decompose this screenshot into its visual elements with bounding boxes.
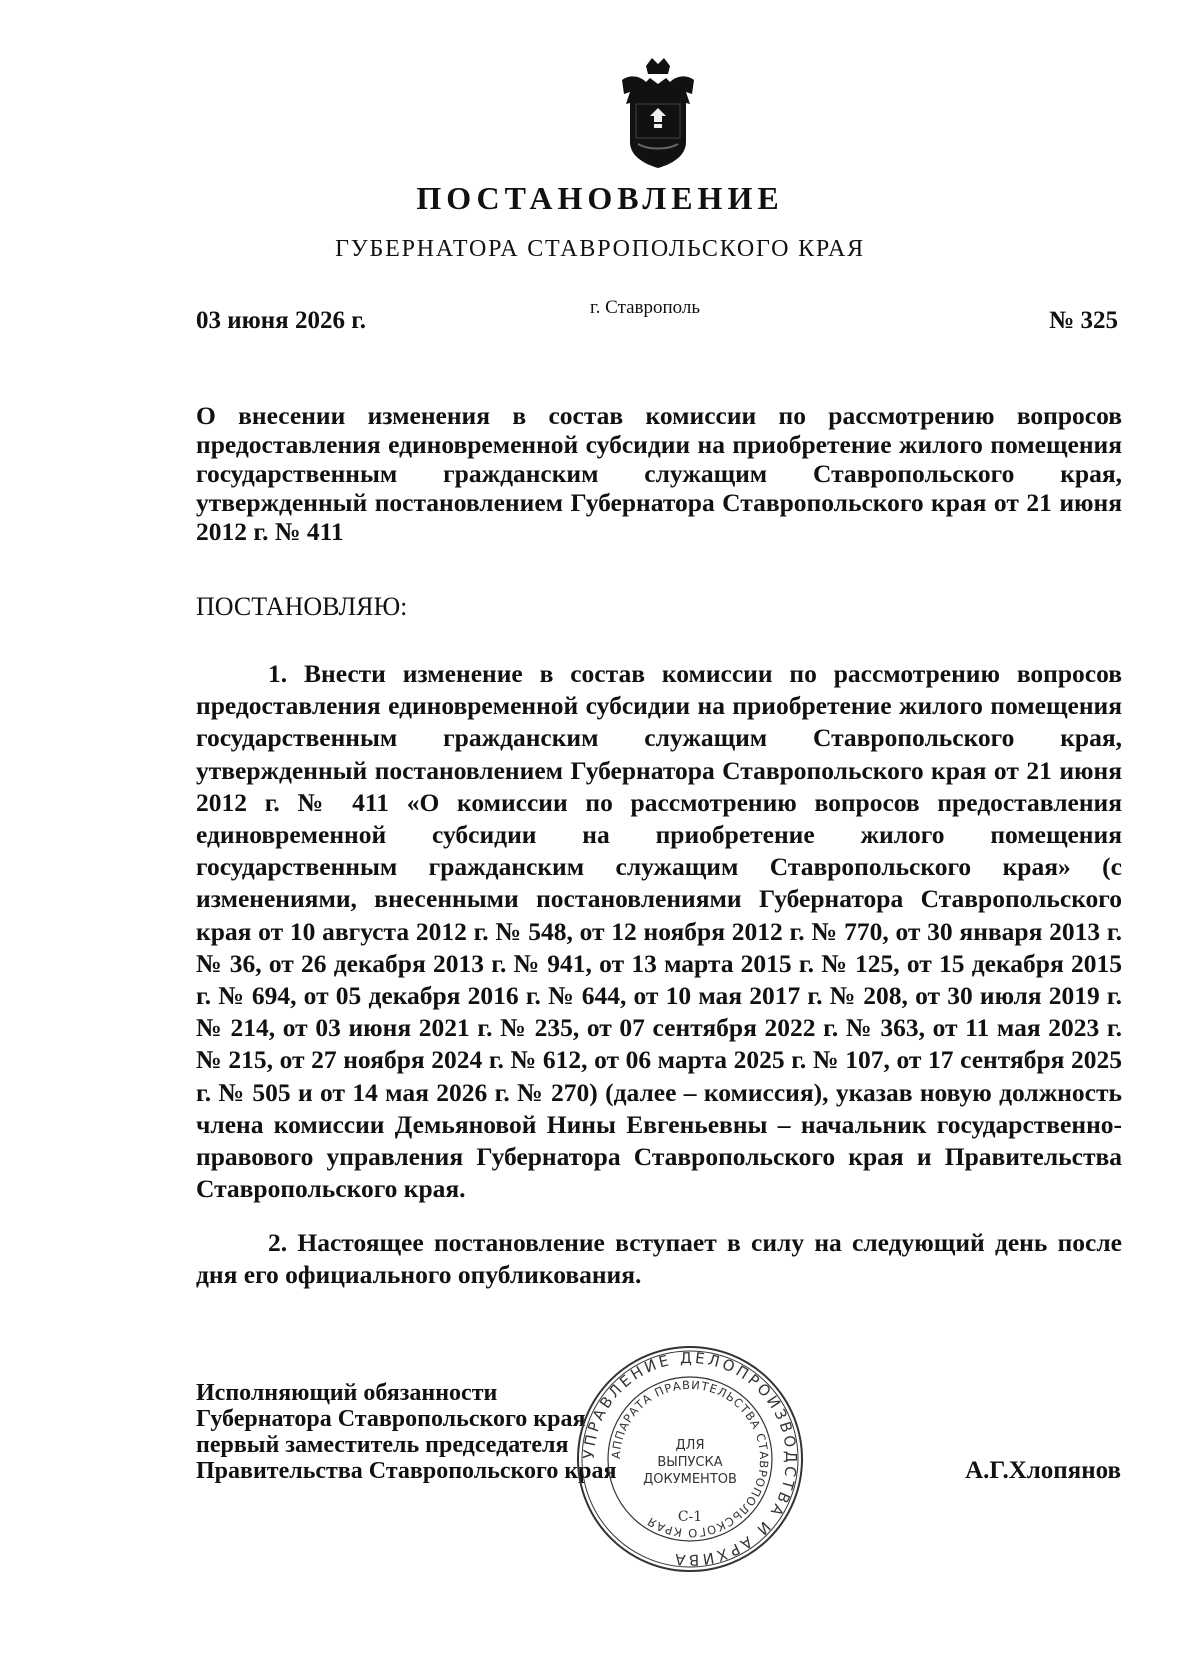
paragraph-2: 2. Настоящее постановление вступает в силу на следующий день после дня его официального опубликования. <box>196 1228 1122 1290</box>
official-stamp <box>575 1344 805 1574</box>
document-number: № 325 <box>1049 307 1118 334</box>
document-subtitle: ГУБЕРНАТОРА СТАВРОПОЛЬСКОГО КРАЯ <box>335 236 865 262</box>
paragraph-1: 1. Внести изменение в состав комиссии по рассмотрению вопросов предоставления единовременной субсидии на приобретение жилого помещения государственным гражданским служащим Ставропольского края, утвержденный постановлением Губернатора Ставропольского края от 21 июня 2012 г. № 411 «О комиссии по рассмотрению вопросов предоставления единовременной субсидии на приобретение жилого помещения государственным гражданским служащим Ставропольского края» (с изменениями, внесенными постановлениями Губернатора Ставропольского края от 10 августа 2012 г. № 548, от 12 ноября 2012 г. № 770, от 30 января 2013 г. № 36, от 26 декабря 2013 г. № 941, от 13 марта 2015 г. № 125, от 15 декабря 2015 г. № 694, от 05 декабря 2016 г. № 644, от 10 мая 2017 г. № 208, от 30 июля 2019 г. № 214, от 03 июня 2021 г. № 235, от 07 сентября 2022 г. № 363, от 11 мая 2023 г. № 215, от 27 ноября 2024 г. № 612, от 06 марта 2025 г. № 107, от 17 сентября 2025 г. № 505 и от 14 мая 2026 г. № 270) (далее – комиссия), указав новую должность члена комиссии Демьяновой Нины Евгеньевны – начальник государственно-правового управления Губернатора Ставропольского края и Правительства Ставропольского края. <box>196 659 1122 1204</box>
stamp-inner-text: АППАРАТА ПРАВИТЕЛЬСТВА СТАВРОПОЛЬСКОГО КРАЯ <box>608 1377 772 1541</box>
document-heading: О внесении изменения в состав комиссии по рассмотрению вопросов предоставления единовременной субсидии на приобретение жилого помещения государственным гражданским служащим Ставропольского края, утвержденный постановлением Губернатора Ставропольского края от 21 июня 2012 г. № 411 <box>196 401 1122 546</box>
signature-position-line: Губернатора Ставропольского края <box>196 1406 586 1432</box>
signature-position-line: первый заместитель председателя <box>196 1432 569 1458</box>
stamp-center-line: ВЫПУСКА <box>657 1455 723 1470</box>
signature-position <box>196 1380 617 1484</box>
document-city: г. Ставрополь <box>590 297 701 318</box>
signature-position-line: Исполняющий обязанности <box>196 1380 498 1406</box>
stavropol-coat-of-arms-icon <box>616 58 700 170</box>
signer-name: А.Г.Хлопянов <box>965 1457 1121 1484</box>
stamp-center-line: ДОКУМЕНТОВ <box>643 1472 737 1487</box>
stamp-center-line: ДЛЯ <box>675 1438 705 1453</box>
decree-word: ПОСТАНОВЛЯЮ: <box>196 592 408 621</box>
document-title: ПОСТАНОВЛЕНИЕ <box>416 180 784 216</box>
document-date: 03 июня 2026 г. <box>196 307 366 334</box>
stamp-code: С-1 <box>677 1509 703 1525</box>
stamp-outer-text: УПРАВЛЕНИЕ ДЕЛОПРОИЗВОДСТВА И АРХИВА <box>579 1348 801 1570</box>
signature-position-line: Правительства Ставропольского края <box>196 1458 617 1484</box>
